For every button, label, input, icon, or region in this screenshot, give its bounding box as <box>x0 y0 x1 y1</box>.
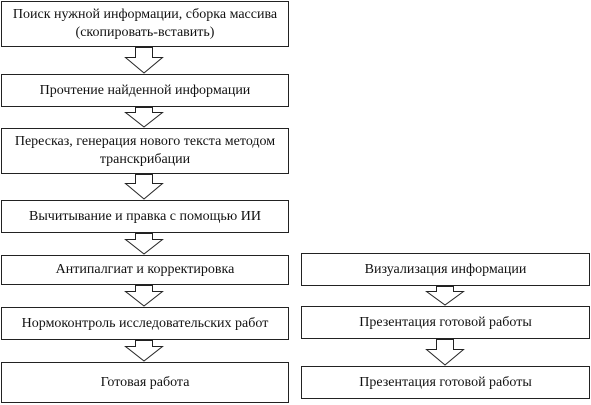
step-visualization-box <box>301 253 590 286</box>
step-search-box <box>1 1 289 47</box>
step-search-label: Поиск нужной информации, сборка массива (скопировать-вставить) <box>12 7 278 40</box>
step-presentation-box-2 <box>301 366 590 399</box>
step-normcontrol-box <box>1 307 289 340</box>
step-antiplagiarism-box <box>1 255 289 285</box>
down-arrow-icon <box>124 47 164 74</box>
step-retelling-label: Пересказ, генерация нового текста методом транскрибации <box>14 134 276 167</box>
step-ai-proofreading-box <box>1 200 289 233</box>
step-antiplagiarism-label: Антипалгиат и корректировка <box>55 262 235 277</box>
step-presentation-label-2: Презентация готовой работы <box>359 374 532 390</box>
down-arrow-icon <box>124 340 164 362</box>
step-normcontrol-label: Нормоконтроль исследовательских работ <box>21 315 269 331</box>
down-arrow-icon <box>124 174 164 200</box>
down-arrow-icon <box>425 286 465 306</box>
step-visualization-label: Визуализация информации <box>364 261 527 277</box>
down-arrow-icon <box>124 285 164 307</box>
step-finished-work-label: Готовая работа <box>100 374 190 390</box>
down-arrow-icon <box>124 233 164 255</box>
step-ai-proofreading-label: Вычитывание и правка с помощью ИИ <box>29 208 261 224</box>
down-arrow-icon <box>425 339 465 366</box>
step-presentation-box-1 <box>301 306 590 339</box>
step-reading-box <box>1 74 289 107</box>
step-presentation-label-1: Презентация готовой работы <box>359 314 532 330</box>
step-finished-work-box <box>1 362 289 403</box>
step-retelling-box <box>1 128 289 174</box>
down-arrow-icon <box>124 107 164 128</box>
step-reading-label: Прочтение найденной информации <box>39 82 251 98</box>
